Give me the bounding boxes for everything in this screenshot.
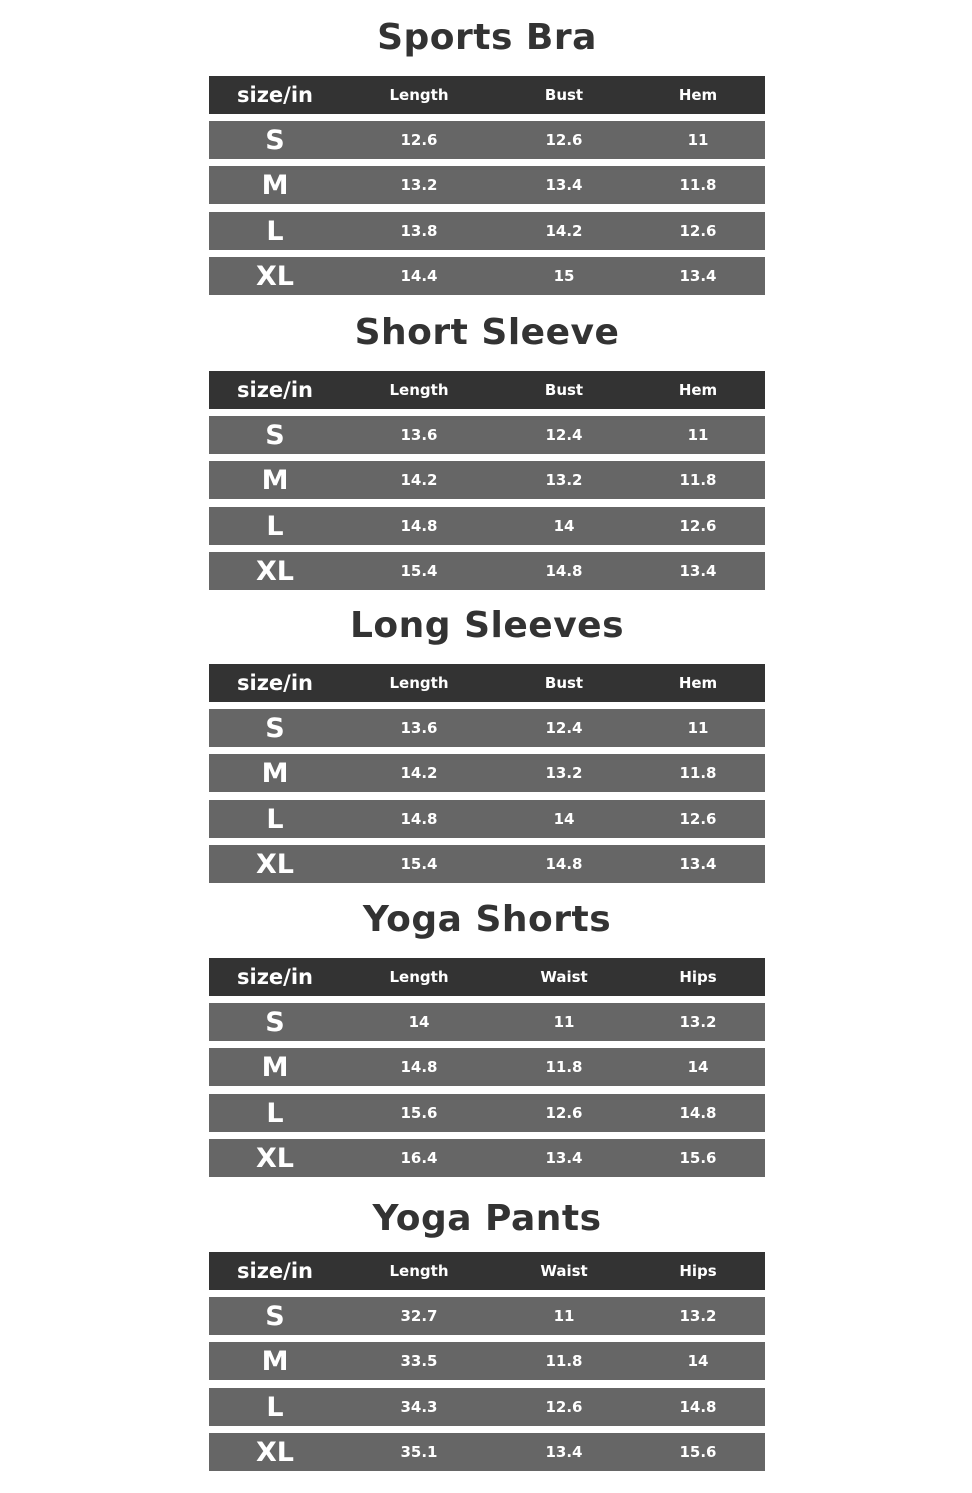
value-cell: 13.4 xyxy=(679,267,717,285)
header-cell: Hem xyxy=(678,381,718,399)
table-row xyxy=(209,1048,765,1086)
table-row xyxy=(209,1139,765,1177)
header-cell: Length xyxy=(389,968,449,986)
header-cell: size/in xyxy=(237,83,313,107)
table-row xyxy=(209,212,765,250)
header-cell: size/in xyxy=(237,1259,313,1283)
table-row xyxy=(209,709,765,747)
header-cell: Waist xyxy=(540,1262,588,1280)
value-cell: 13.2 xyxy=(545,764,583,782)
value-cell: 11.8 xyxy=(545,1352,583,1370)
size-cell: L xyxy=(266,803,284,835)
value-cell: 13.4 xyxy=(545,1443,583,1461)
table-row xyxy=(209,121,765,159)
header-cell: size/in xyxy=(237,965,313,989)
table-row xyxy=(209,1094,765,1132)
header-cell: Hem xyxy=(678,674,718,692)
table-header-row xyxy=(209,76,765,114)
size-cell: S xyxy=(265,712,285,744)
value-cell: 12.6 xyxy=(545,1104,583,1122)
value-cell: 13.2 xyxy=(679,1013,717,1031)
table-row xyxy=(209,1297,765,1335)
table-row xyxy=(209,1342,765,1380)
value-cell: 12.4 xyxy=(545,719,583,737)
value-cell: 14 xyxy=(553,517,575,535)
value-cell: 14.8 xyxy=(679,1398,717,1416)
header-cell: size/in xyxy=(237,378,313,402)
table-row xyxy=(209,507,765,545)
value-cell: 15.6 xyxy=(679,1443,717,1461)
header-cell: Length xyxy=(389,86,449,104)
value-cell: 15.4 xyxy=(400,562,438,580)
value-cell: 13.4 xyxy=(679,855,717,873)
size-cell: L xyxy=(266,1097,284,1129)
value-cell: 34.3 xyxy=(400,1398,438,1416)
header-cell: Bust xyxy=(544,381,584,399)
table-header-row xyxy=(209,664,765,702)
value-cell: 12.6 xyxy=(545,131,583,149)
value-cell: 14.8 xyxy=(400,517,438,535)
value-cell: 35.1 xyxy=(400,1443,438,1461)
section-title: Sports Bra xyxy=(377,17,597,58)
value-cell: 13.4 xyxy=(545,1149,583,1167)
value-cell: 33.5 xyxy=(400,1352,438,1370)
table-row xyxy=(209,166,765,204)
size-cell: XL xyxy=(255,555,295,587)
value-cell: 15 xyxy=(553,267,575,285)
size-cell: XL xyxy=(255,260,295,292)
table-row xyxy=(209,754,765,792)
value-cell: 12.6 xyxy=(679,810,717,828)
size-cell: L xyxy=(266,1391,284,1423)
value-cell: 13.8 xyxy=(400,222,438,240)
size-cell: M xyxy=(261,169,289,201)
value-cell: 13.4 xyxy=(545,176,583,194)
value-cell: 11 xyxy=(687,719,709,737)
section-title: Yoga Pants xyxy=(372,1198,602,1239)
table-header-row xyxy=(209,958,765,996)
table-row xyxy=(209,552,765,590)
value-cell: 11 xyxy=(687,426,709,444)
value-cell: 32.7 xyxy=(400,1307,438,1325)
size-cell: S xyxy=(265,1006,285,1038)
size-cell: L xyxy=(266,215,284,247)
value-cell: 14 xyxy=(553,810,575,828)
header-cell: Hips xyxy=(679,968,717,986)
value-cell: 13.2 xyxy=(545,471,583,489)
value-cell: 12.6 xyxy=(679,222,717,240)
size-cell: M xyxy=(261,757,289,789)
value-cell: 14.2 xyxy=(545,222,583,240)
value-cell: 14.8 xyxy=(545,855,583,873)
value-cell: 12.6 xyxy=(545,1398,583,1416)
size-cell: S xyxy=(265,1300,285,1332)
value-cell: 14 xyxy=(687,1352,709,1370)
value-cell: 11.8 xyxy=(679,176,717,194)
value-cell: 12.6 xyxy=(679,517,717,535)
header-cell: Bust xyxy=(544,674,584,692)
table-header-row xyxy=(209,1252,765,1290)
header-cell: Waist xyxy=(540,968,588,986)
value-cell: 13.2 xyxy=(400,176,438,194)
value-cell: 13.2 xyxy=(679,1307,717,1325)
value-cell: 11.8 xyxy=(679,764,717,782)
value-cell: 14.4 xyxy=(400,267,438,285)
table-row xyxy=(209,1003,765,1041)
value-cell: 14.8 xyxy=(400,1058,438,1076)
value-cell: 13.4 xyxy=(679,562,717,580)
size-cell: M xyxy=(261,1345,289,1377)
value-cell: 16.4 xyxy=(400,1149,438,1167)
value-cell: 11 xyxy=(553,1307,575,1325)
value-cell: 12.4 xyxy=(545,426,583,444)
table-row xyxy=(209,800,765,838)
value-cell: 11 xyxy=(687,131,709,149)
section-title: Short Sleeve xyxy=(354,312,620,353)
size-cell: XL xyxy=(255,1436,295,1468)
size-cell: M xyxy=(261,1051,289,1083)
header-cell: Hem xyxy=(678,86,718,104)
value-cell: 11.8 xyxy=(679,471,717,489)
header-cell: Length xyxy=(389,1262,449,1280)
header-cell: Bust xyxy=(544,86,584,104)
value-cell: 13.6 xyxy=(400,719,438,737)
table-header-row xyxy=(209,371,765,409)
header-cell: Length xyxy=(389,381,449,399)
table-row xyxy=(209,1388,765,1426)
section-title: Long Sleeves xyxy=(349,605,624,646)
table-row xyxy=(209,1433,765,1471)
size-cell: M xyxy=(261,464,289,496)
value-cell: 13.6 xyxy=(400,426,438,444)
header-cell: Hips xyxy=(679,1262,717,1280)
value-cell: 14.2 xyxy=(400,764,438,782)
size-cell: XL xyxy=(255,848,295,880)
value-cell: 14.2 xyxy=(400,471,438,489)
value-cell: 12.6 xyxy=(400,131,438,149)
section-title: Yoga Shorts xyxy=(362,899,612,940)
value-cell: 15.6 xyxy=(400,1104,438,1122)
value-cell: 14.8 xyxy=(545,562,583,580)
table-row xyxy=(209,257,765,295)
value-cell: 14.8 xyxy=(400,810,438,828)
header-cell: size/in xyxy=(237,671,313,695)
value-cell: 15.6 xyxy=(679,1149,717,1167)
size-cell: XL xyxy=(255,1142,295,1174)
size-cell: S xyxy=(265,124,285,156)
table-row xyxy=(209,416,765,454)
value-cell: 14 xyxy=(408,1013,430,1031)
value-cell: 15.4 xyxy=(400,855,438,873)
size-cell: S xyxy=(265,419,285,451)
value-cell: 14.8 xyxy=(679,1104,717,1122)
size-cell: L xyxy=(266,510,284,542)
table-row xyxy=(209,461,765,499)
value-cell: 11.8 xyxy=(545,1058,583,1076)
value-cell: 11 xyxy=(553,1013,575,1031)
header-cell: Length xyxy=(389,674,449,692)
value-cell: 14 xyxy=(687,1058,709,1076)
table-row xyxy=(209,845,765,883)
